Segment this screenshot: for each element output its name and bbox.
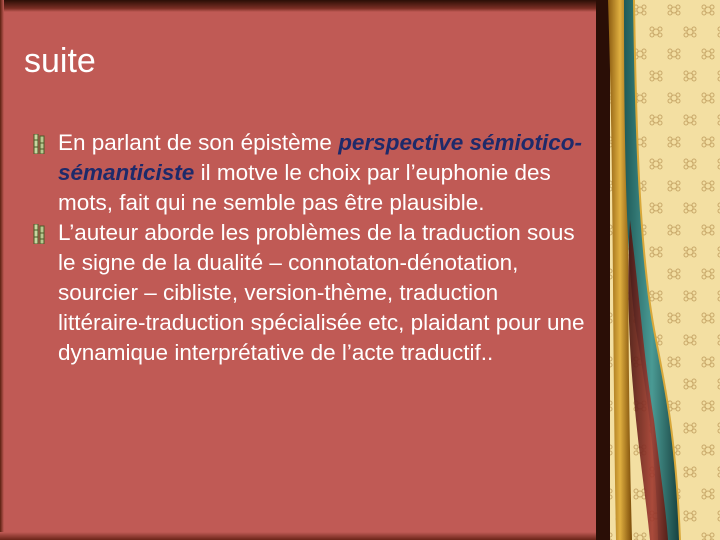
bamboo-bullet-icon: [30, 224, 48, 244]
bamboo-bullet-icon: [30, 134, 48, 154]
bullet-item: [30, 128, 590, 218]
bullet-item: [30, 218, 590, 368]
bullet-text-before: L’auteur aborde les problèmes de la traduction sous le signe de la dualité – connotaton-dénotation, sourcier – cibliste, version-thème, traduction littéraire-traduction spécialisée etc, plaidant pour une dynamique interprétative de l’acte traductif..: [58, 220, 585, 365]
bullet-list: [30, 128, 590, 368]
bullet-text-after: il motve le choix par l’euphonie des mots, fait qui ne semble pas être plausible.: [58, 160, 551, 215]
frame-bottom-shadow: [0, 532, 620, 540]
decorative-side-panel: [596, 0, 720, 540]
frame-left-shadow: [0, 0, 4, 540]
frame-top-shadow: [0, 0, 620, 12]
bullet-emphasis: perspective sémiotico-sémanticiste: [58, 130, 583, 185]
slide-title: suite: [24, 42, 96, 80]
bullet-text-before: En parlant de son épistème: [58, 130, 339, 155]
